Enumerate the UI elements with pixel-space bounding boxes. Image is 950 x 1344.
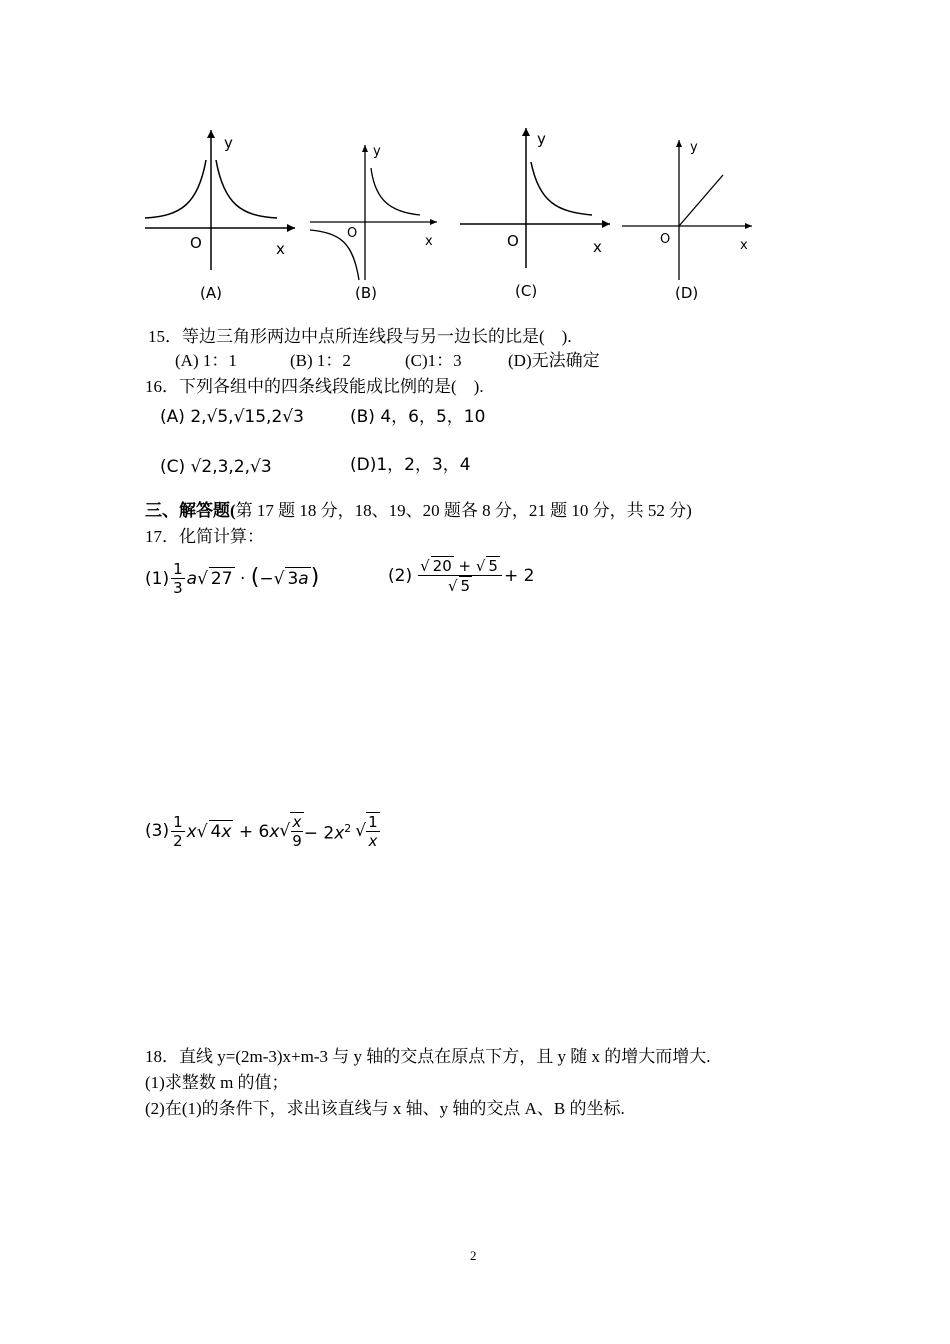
q17-part2-expr: (2) $\frac{√ 20 + √ 5}{√ 5}$ + 2: [388, 557, 535, 595]
page-number: 2: [470, 1248, 477, 1263]
fraction-one-third: $\frac{1}{3}$: [173, 560, 183, 597]
section3-title: 三、解答题(: [145, 501, 236, 520]
graph-a: [140, 120, 300, 310]
graph-b: [305, 120, 445, 310]
q18-part1: (1)求整数 m 的值；: [145, 1073, 289, 1092]
q17-part3-expr: (3) $\frac{1}{2}$ x√ 4x + 6x √ $\frac{x}{9}$ − $2x^2$ √ $\frac{1}{x}$: [145, 812, 378, 850]
graph-b-x-label: x: [425, 234, 433, 249]
q17-part3-label: (3): [145, 821, 170, 841]
q15-option-a: (A) 1：1: [175, 351, 237, 370]
q15-option-d: (D)无法确定: [508, 351, 600, 370]
graph-b-y-label: y: [373, 144, 381, 159]
q16-option-c-expr: √2,3,2,√3: [190, 457, 272, 477]
graph-c-x-label: x: [593, 238, 602, 256]
graph-d: [620, 120, 760, 310]
graph-a-y-label: y: [224, 134, 233, 152]
q17-part1-label: (1): [145, 568, 170, 589]
section3-heading: [145, 500, 692, 522]
fraction-sqrt20-plus-sqrt5: $\frac{√ 20 + √ 5}{√ 5}$: [418, 556, 502, 595]
q15-option-b: (B) 1：2: [290, 351, 351, 370]
graph-a-origin: O: [190, 234, 202, 252]
q16-option-a: [160, 406, 304, 428]
graph-a-plot: [140, 120, 300, 310]
graph-b-caption: (B): [355, 284, 377, 302]
q17-part2-label: (2): [388, 565, 413, 586]
fraction-one-half: $\frac{1}{2}$: [173, 812, 183, 850]
q16-option-d: (D)1，2，3，4: [350, 455, 471, 475]
graph-a-caption: (A): [200, 284, 222, 302]
q16-stem: 16．下列各组中的四条线段能成比例的是( ).: [145, 377, 484, 396]
graph-d-origin: O: [660, 232, 671, 247]
q16-option-a-expr: 2,√5,√15,2√3: [190, 407, 304, 427]
q16-option-a-label: (A): [160, 407, 185, 427]
q17-part1-expr: (1) $\frac{1}{3}$ a√ 27 · (−√ 3a): [145, 560, 320, 597]
graph-d-x-label: x: [740, 238, 748, 253]
q16-option-c: [160, 456, 272, 478]
graph-c: [455, 120, 615, 310]
q15-stem: 15．等边三角形两边中点所连线段与另一边长的比是( ).: [148, 327, 572, 346]
q16-option-b: (B) 4，6，5，10: [350, 407, 486, 427]
graph-a-x-label: x: [276, 240, 285, 258]
graph-b-origin: O: [347, 226, 358, 241]
q18-part2: (2)在(1)的条件下，求出该直线与 x 轴、y 轴的交点 A、B 的坐标.: [145, 1099, 625, 1118]
graph-d-y-label: y: [690, 140, 698, 155]
graph-c-caption: (C): [515, 282, 538, 300]
q18-stem: 18．直线 y=(2m-3)x+m-3 与 y 轴的交点在原点下方，且 y 随 x 的增大而增大.: [145, 1047, 711, 1066]
graph-d-caption: (D): [675, 284, 699, 302]
section3-detail: 第 17 题 18 分，18、19、20 题各 8 分，21 题 10 分，共 52 分): [235, 501, 692, 520]
graph-c-y-label: y: [537, 130, 546, 148]
q17-stem: 17．化简计算：: [145, 527, 264, 546]
graph-c-origin: O: [507, 232, 519, 250]
q15-option-c: (C)1：3: [405, 351, 462, 370]
q16-option-c-label: (C): [160, 457, 186, 477]
